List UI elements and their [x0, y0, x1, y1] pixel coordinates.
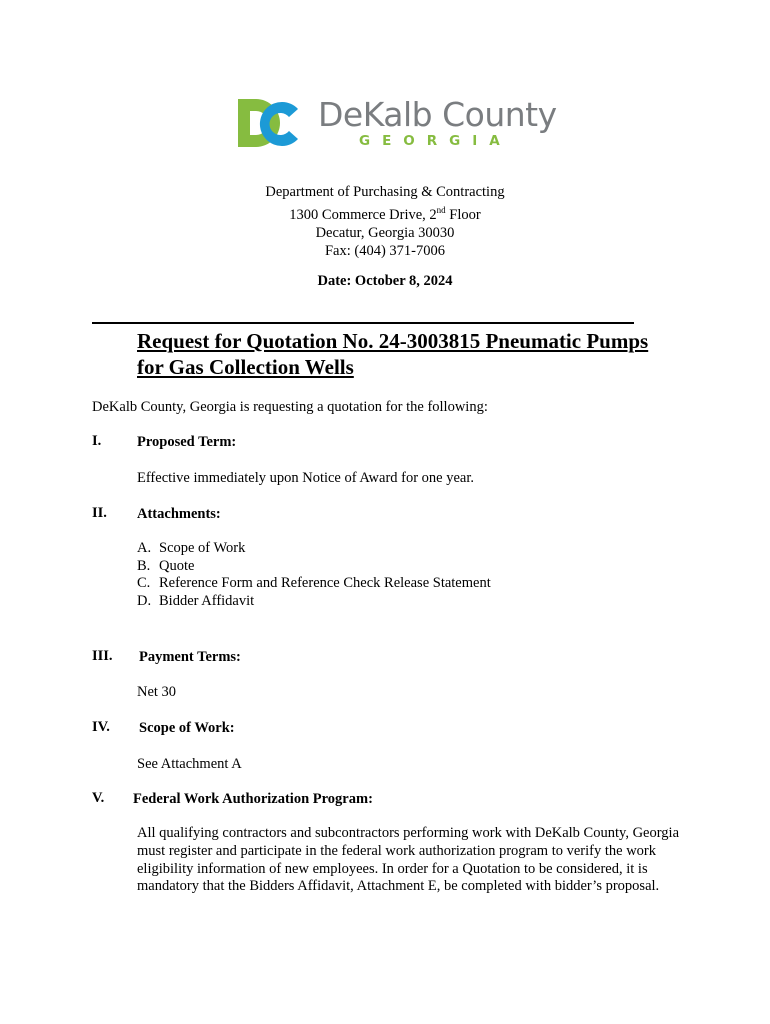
list-item: D. Bidder Affidavit — [137, 592, 255, 609]
section-body-federal: All qualifying contractors and subcontractors performing work with DeKalb County, Georgia must register and participate in the federal work authorization program to verify the work eligibility information of new employees. In order for a Quotation to be considered, it is mandatory that the Bidders Affidavit, Attachment E, be completed with bidder’s proposal. — [137, 825, 680, 895]
logo-org-name: DeKalb County — [318, 95, 557, 134]
department-line: Department of Purchasing & Contracting — [265, 184, 505, 200]
list-item: A. Scope of Work — [137, 540, 246, 556]
dc-monogram-icon — [236, 95, 306, 153]
section-body-term: Effective immediately upon Notice of Award for one year. — [137, 470, 475, 486]
dekalb-county-logo — [236, 95, 556, 155]
street-line: 1300 Commerce Drive, 2nd Floor — [289, 205, 481, 223]
section-heading-federal: Federal Work Authorization Program: — [133, 791, 373, 807]
section-heading-scope: Scope of Work: — [139, 720, 235, 736]
logo-state-name: GEORGIA — [359, 133, 512, 149]
fax-line: Fax: (404) 371-7006 — [324, 242, 445, 259]
list-item: C. Reference Form and Reference Check Release Statement — [137, 575, 491, 592]
section-number: IV. — [92, 719, 110, 735]
intro-text: DeKalb County, Georgia is requesting a quotation for the following: — [92, 399, 488, 415]
section-number: I. — [92, 433, 102, 449]
section-body-scope: See Attachment A — [137, 756, 242, 772]
document-date: Date: October 8, 2024 — [317, 273, 453, 289]
list-item: B. Quote — [137, 557, 195, 574]
document-title: Request for Quotation No. 24-3003815 Pneumatic Pumps for Gas Collection Wells — [137, 329, 649, 379]
section-heading-payment: Payment Terms: — [139, 649, 241, 665]
section-heading-term: Proposed Term: — [137, 434, 237, 450]
city-line: Decatur, Georgia 30030 — [315, 224, 455, 241]
section-number: V. — [92, 790, 105, 806]
address-block — [0, 183, 770, 260]
attachments-list — [137, 540, 491, 610]
section-body-payment: Net 30 — [137, 684, 177, 700]
section-number: II. — [92, 505, 107, 521]
horizontal-rule — [92, 322, 634, 324]
section-number: III. — [92, 648, 113, 664]
section-heading-attachments: Attachments: — [137, 506, 221, 522]
